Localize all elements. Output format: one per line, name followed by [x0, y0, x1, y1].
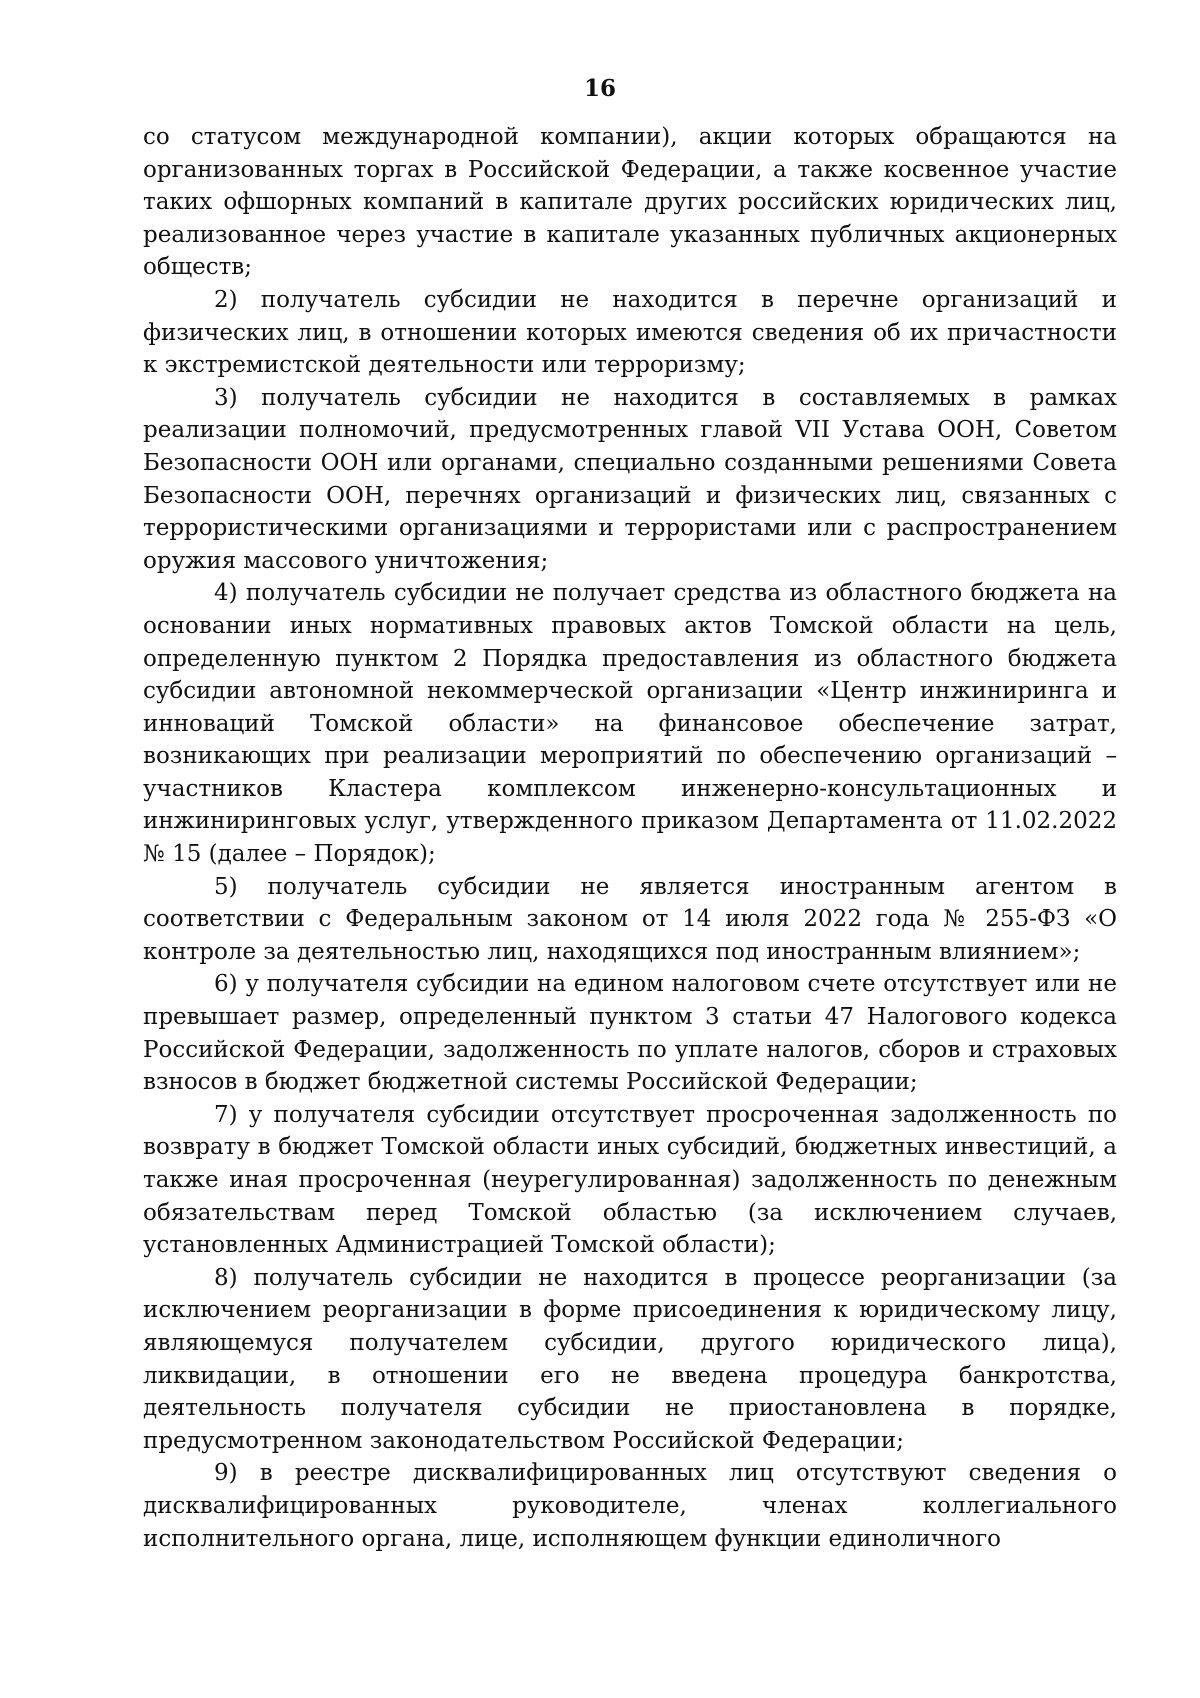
paragraph-continuation: со статусом международной компании), акции которых обращаются на организованных торгах в Российской Федерации, а также косвенное участие таких офшорных компаний в капитале других российских юридических лиц, реализованное через участие в капитале указанных публичных акционерных обществ; [143, 124, 1117, 281]
paragraph-item-8: 8) получатель субсидии не находится в процессе реорганизации (за исключением реорганизации в форме присоединения к юридическому лицу, являющемуся получателем субсидии, другого юридического лица), ликвидации, в отношении его не введена процедура банкротства, деятельность получателя субсидии не приостановлена в порядке, предусмотренном законодательством Российской Федерации; [143, 1264, 1117, 1454]
document-body [143, 121, 1117, 1555]
paragraph-item-2: 2) получатель субсидии не находится в перечне организаций и физических лиц, в отношении которых имеются сведения об их причастности к экстремистской деятельности или терроризму; [143, 286, 1117, 379]
paragraph-item-7: 7) у получателя субсидии отсутствует просроченная задолженность по возврату в бюджет Томской области иных субсидий, бюджетных инвестиций, а также иная просроченная (неурегулированная) задолженность по денежным обязательствам перед Томской областью (за исключением случаев, установленных Администрацией Томской области); [143, 1101, 1117, 1259]
paragraph-item-3: 3) получатель субсидии не находится в составляемых в рамках реализации полномочий, предусмотренных главой VII Устава ООН, Советом Безопасности ООН или органами, специально созданными решениями Совета Безопасности ООН, перечнях организаций и физических лиц, связанных с террористическими организациями и террористами или с распространением оружия массового уничтожения; [143, 384, 1117, 574]
paragraph-item-4: 4) получатель субсидии не получает средства из областного бюджета на основании иных нормативных правовых актов Томской области на цель, определенную пунктом 2 Порядка предоставления из областного бюджета субсидии автономной некоммерческой организации «Центр инжиниринга и инноваций Томской области» на финансовое обеспечение затрат, возникающих при реализации мероприятий по обеспечению организаций – участников Кластера комплексом инженерно-консультационных и инжиниринговых услуг, утвержденного приказом Департамента от 11.02.2022 № 15 (далее – Порядок); [143, 580, 1117, 868]
paragraph-item-9: 9) в реестре дисквалифицированных лиц отсутствуют сведения о дисквалифицированных руководителе, членах коллегиального исполнительного органа, лице, исполняющем функции единоличного [143, 1460, 1117, 1552]
paragraph-item-6: 6) у получателя субсидии на едином налоговом счете отсутствует или не превышает размер, определенный пунктом 3 статьи 47 Налогового кодекса Российской Федерации, задолженность по уплате налогов, сборов и страховых взносов в бюджет бюджетной системы Российской Федерации; [143, 971, 1117, 1096]
page-number: 16 [583, 75, 616, 102]
paragraph-item-5: 5) получатель субсидии не является иностранным агентом в соответствии с Федеральным законом от 14 июля 2022 года № 255-ФЗ «О контроле за деятельностью лиц, находящихся под иностранным влиянием»; [143, 873, 1117, 965]
